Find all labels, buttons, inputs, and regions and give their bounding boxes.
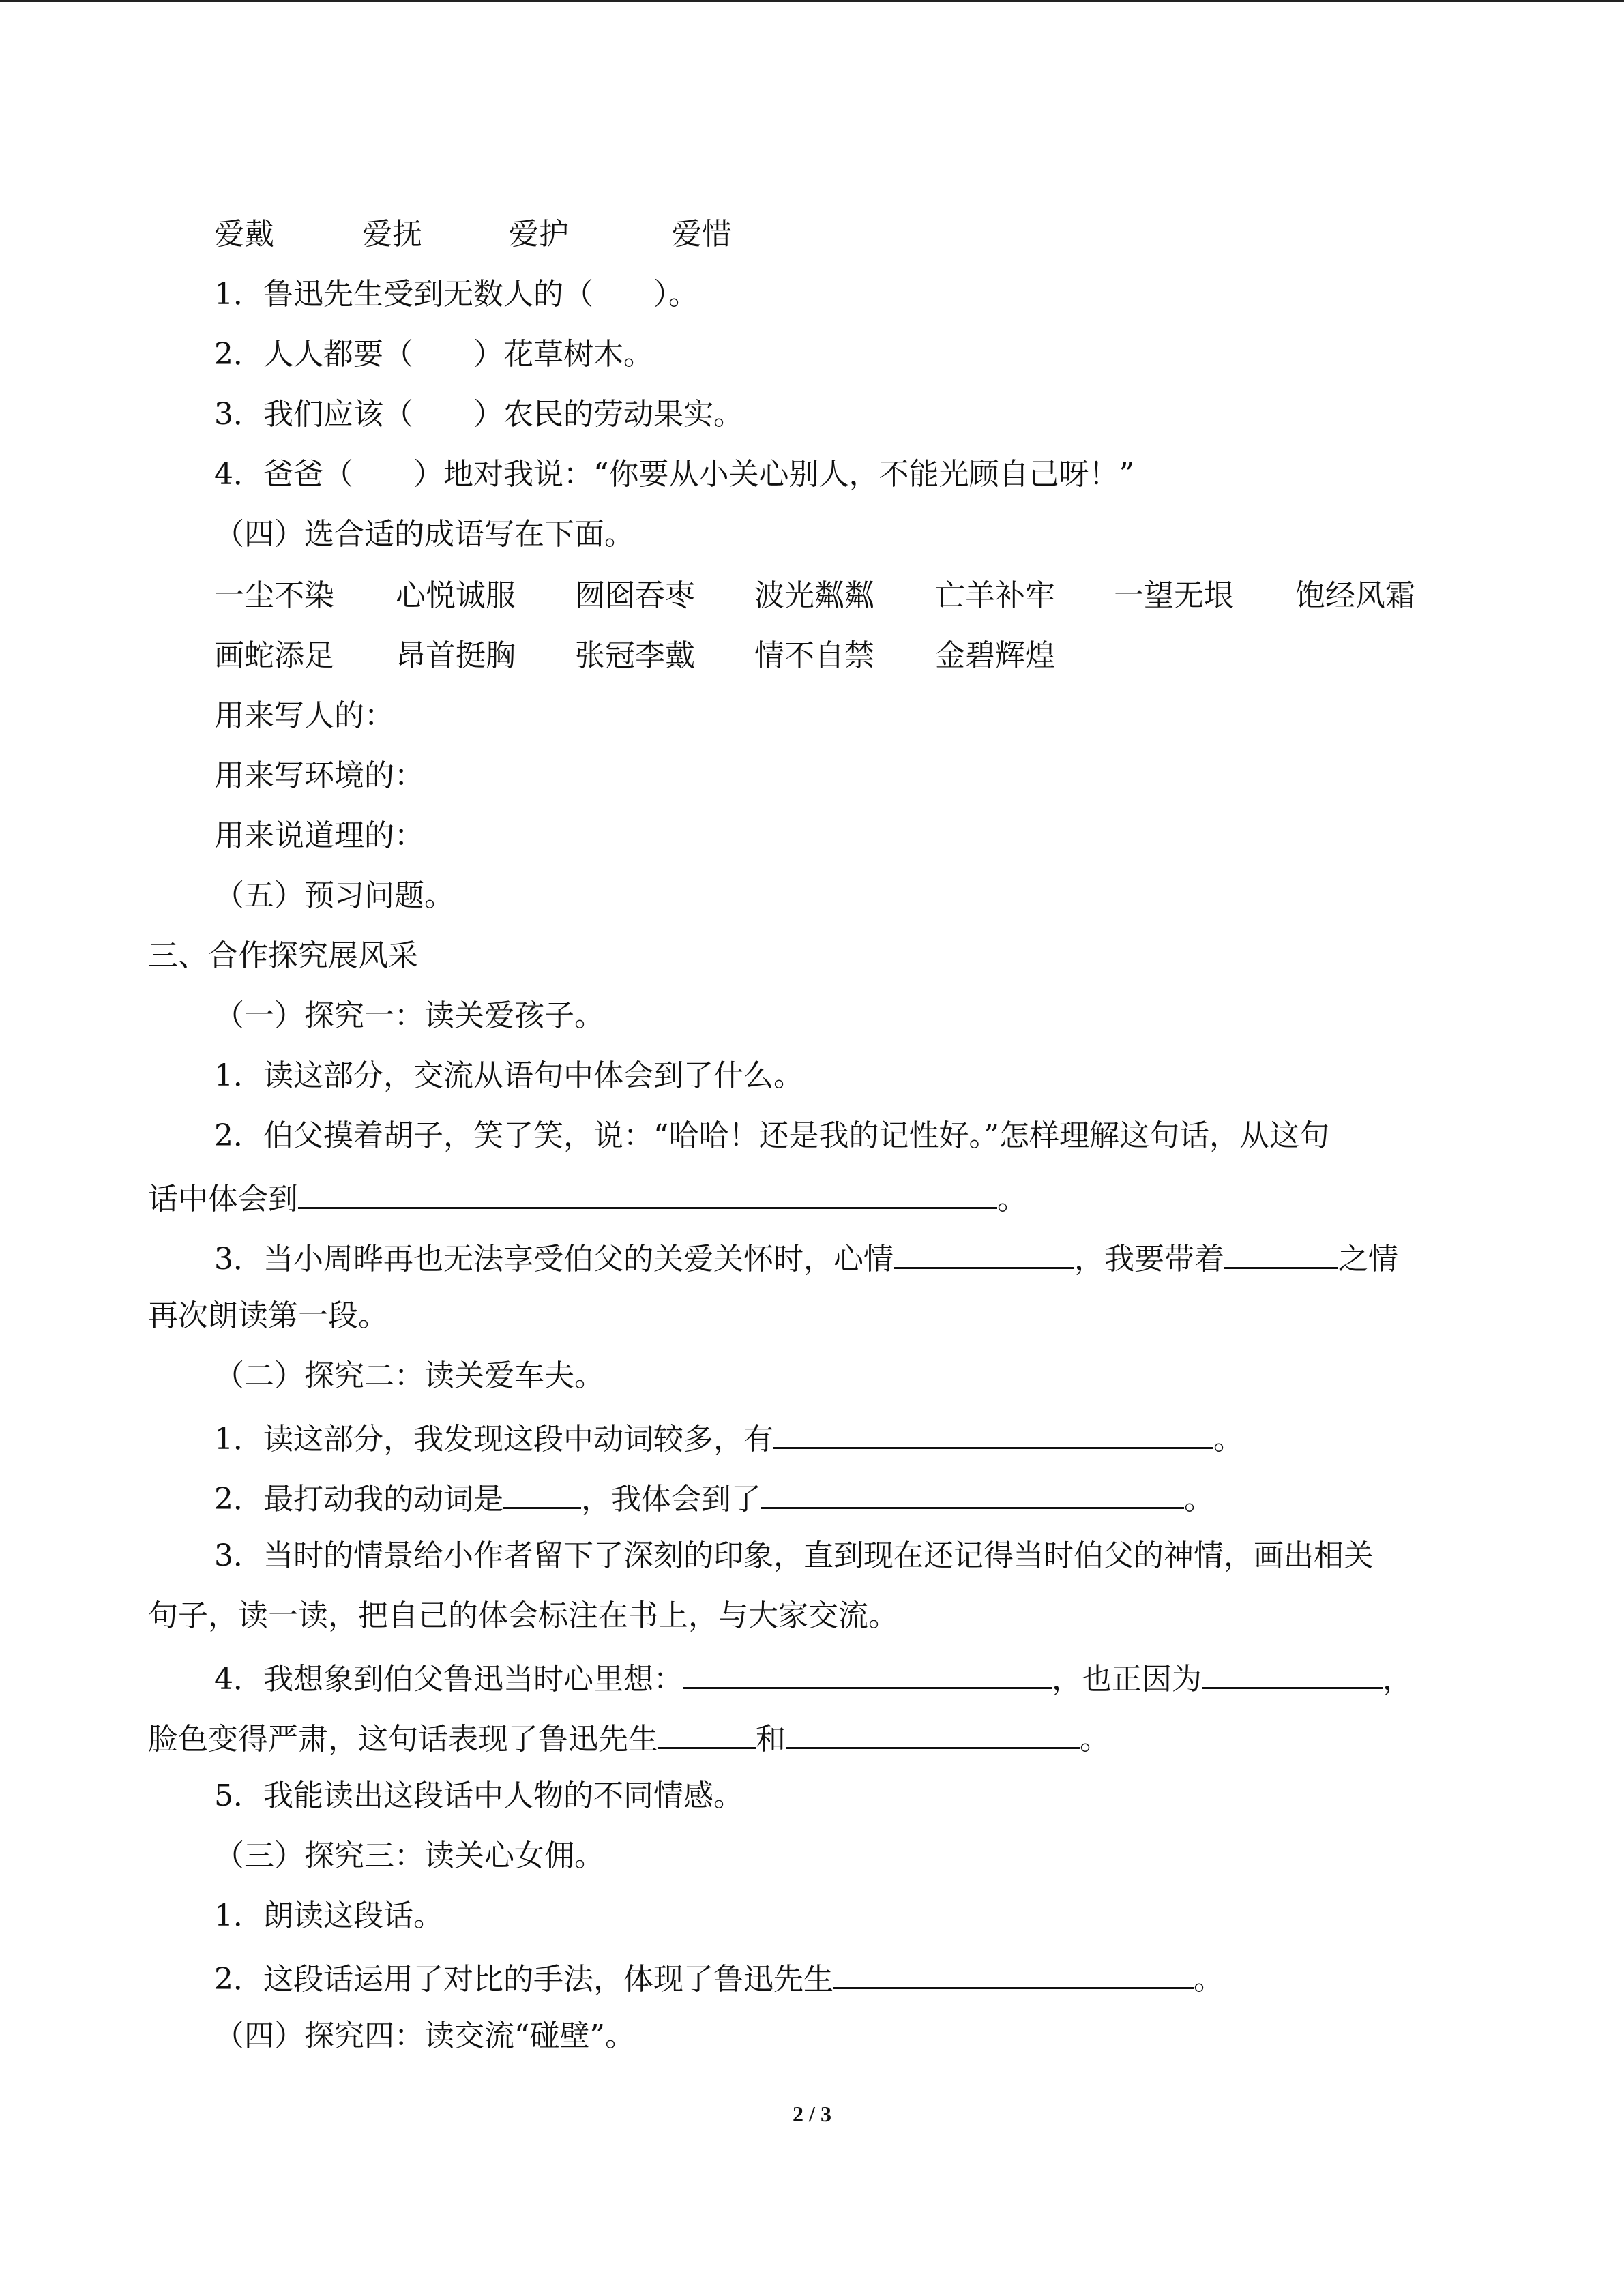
idiom: 画蛇添足 xyxy=(214,638,334,673)
question-continued: 再次朗读第一段。 xyxy=(148,1298,388,1333)
question: 1．读这部分，交流从语句中体会到了什么。 xyxy=(214,1058,803,1093)
answer-blank[interactable] xyxy=(658,1717,756,1749)
question-continued: 话中体会到 。 xyxy=(148,1177,1027,1219)
section-heading: （五）预习问题。 xyxy=(214,878,454,913)
idiom: 一尘不染 xyxy=(214,578,334,613)
question: 2．最打动我的动词是 ，我体会到了 。 xyxy=(214,1477,1214,1519)
idiom: 亡羊补牢 xyxy=(935,578,1055,613)
word-bank-item: 爱护 xyxy=(509,217,569,252)
page-number: 2 / 3 xyxy=(793,2102,831,2126)
idiom: 金碧辉煌 xyxy=(935,638,1055,673)
exploration-heading: （三）探究三：读关心女佣。 xyxy=(214,1838,604,1873)
answer-blank[interactable] xyxy=(683,1657,1052,1689)
category-label: 用来写环境的： xyxy=(214,758,424,793)
answer-blank[interactable] xyxy=(503,1477,581,1509)
question-continued: 句子，读一读，把自己的体会标注在书上，与大家交流。 xyxy=(148,1598,898,1633)
question: 3．当小周晔再也无法享受伯父的关爱关怀时，心情 ，我要带着 之情 xyxy=(214,1237,1398,1279)
idiom: 张冠李戴 xyxy=(575,638,695,673)
category-label: 用来说道理的： xyxy=(214,818,424,853)
question: 3．当时的情景给小作者留下了深刻的印象，直到现在还记得当时伯父的神情，画出相关 xyxy=(214,1538,1374,1573)
section-heading: （四）选合适的成语写在下面。 xyxy=(214,517,634,552)
answer-blank[interactable] xyxy=(298,1177,997,1209)
question: 1．读这部分，我发现这段中动词较多，有 。 xyxy=(214,1417,1243,1459)
question: 2．这段话运用了对比的手法，体现了鲁迅先生 。 xyxy=(214,1957,1224,1999)
fill-item: 3．我们应该（ ）农民的劳动果实。 xyxy=(214,397,743,432)
exploration-heading: （一）探究一：读关爱孩子。 xyxy=(214,998,604,1033)
fill-item: 2．人人都要（ ）花草树木。 xyxy=(214,337,653,372)
fill-item: 1．鲁迅先生受到无数人的（ ）。 xyxy=(214,277,698,312)
answer-blank[interactable] xyxy=(894,1237,1074,1269)
part-heading: 三、合作探究展风采 xyxy=(148,938,418,973)
idiom: 囫囵吞枣 xyxy=(575,578,695,613)
category-label: 用来写人的： xyxy=(214,698,394,733)
answer-blank[interactable] xyxy=(761,1477,1184,1509)
idiom: 情不自禁 xyxy=(754,638,874,673)
answer-blank[interactable] xyxy=(786,1717,1080,1749)
idiom: 饱经风霜 xyxy=(1295,578,1415,613)
answer-blank[interactable] xyxy=(773,1417,1213,1449)
top-border-line xyxy=(0,0,1624,2)
question: 2．伯父摸着胡子，笑了笑，说：“哈哈！还是我的记性好。”怎样理解这句话，从这句 xyxy=(214,1118,1329,1153)
question: 5．我能读出这段话中人物的不同情感。 xyxy=(214,1778,743,1813)
answer-blank[interactable] xyxy=(1202,1657,1383,1689)
answer-blank[interactable] xyxy=(1224,1237,1338,1269)
exploration-heading: （四）探究四：读交流“碰壁”。 xyxy=(214,2018,635,2053)
word-bank-item: 爱惜 xyxy=(672,217,732,252)
word-bank-item: 爱戴 xyxy=(214,217,274,252)
idiom: 一望无垠 xyxy=(1114,578,1234,613)
idiom: 昂首挺胸 xyxy=(396,638,516,673)
question: 4．我想象到伯父鲁迅当时心里想： ，也正因为 ， xyxy=(214,1657,1413,1699)
word-bank-item: 爱抚 xyxy=(362,217,422,252)
exploration-heading: （二）探究二：读关爱车夫。 xyxy=(214,1358,604,1393)
question: 1．朗读这段话。 xyxy=(214,1898,443,1933)
question-continued: 脸色变得严肃，这句话表现了鲁迅先生 和 。 xyxy=(148,1717,1110,1759)
answer-blank[interactable] xyxy=(833,1957,1194,1989)
fill-item: 4．爸爸（ ）地对我说：“你要从小关心别人，不能光顾自己呀！” xyxy=(214,457,1134,492)
idiom: 波光粼粼 xyxy=(754,578,874,613)
idiom: 心悦诚服 xyxy=(396,578,516,613)
